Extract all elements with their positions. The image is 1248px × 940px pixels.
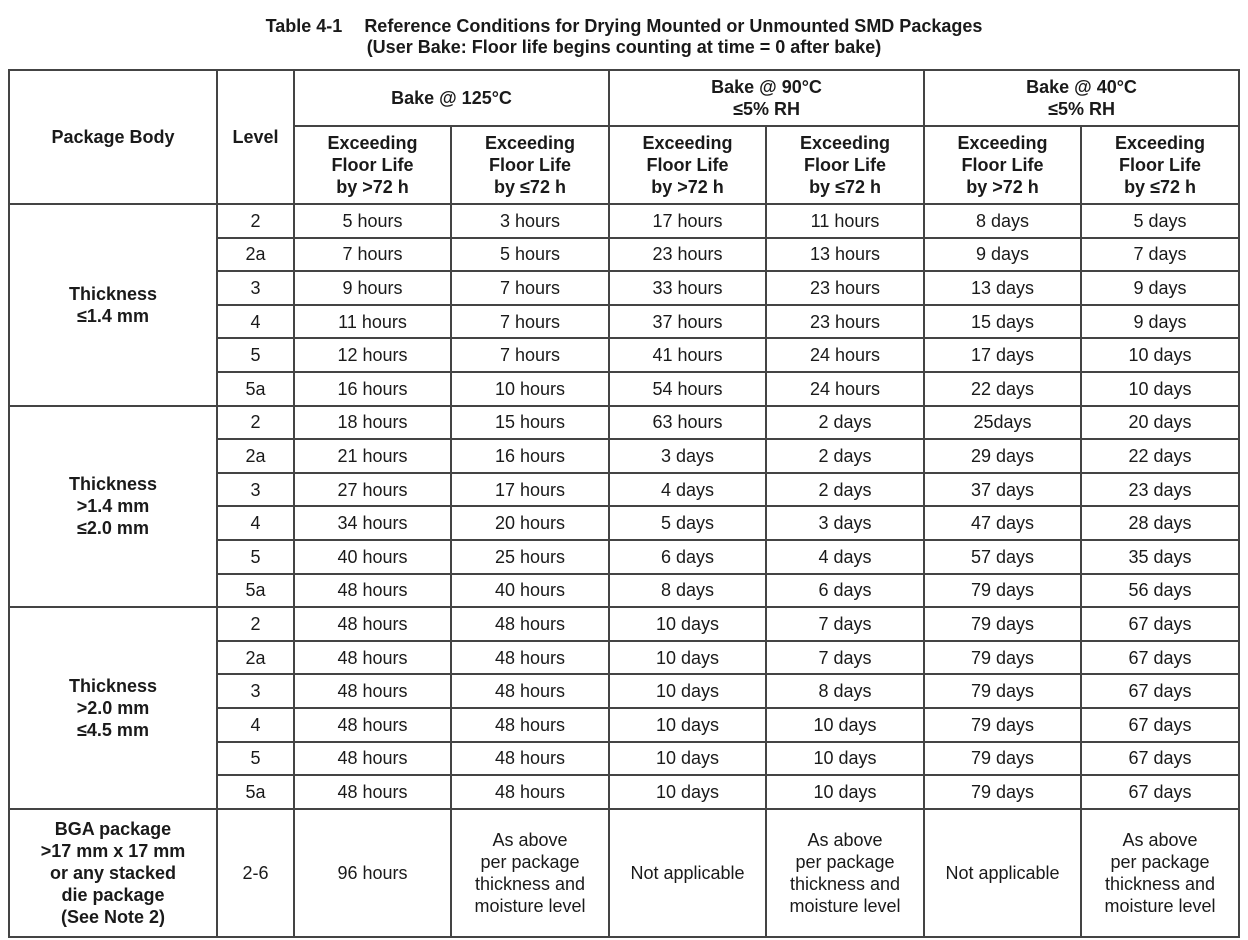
header-bake-90 [609,70,924,126]
level-cell: 2 [217,406,294,440]
bake-time-cell: 54 hours [609,372,766,406]
header-level: Level [217,70,294,204]
bake-time-cell: 67 days [1081,674,1239,708]
bake-time-cell: 79 days [924,742,1081,776]
package-body-line: or any stacked [49,862,177,883]
header-exceeding-under-72h [451,126,609,204]
header-exceeding-over-72h [294,126,451,204]
bake-time-cell: 57 days [924,540,1081,574]
bake-time-cell: 2 days [766,439,924,473]
header-package-body: Package Body [9,70,217,204]
bake-time-cell: 29 days [924,439,1081,473]
package-body-line: ≤4.5 mm [77,719,149,740]
bake-time-cell: 15 hours [451,406,609,440]
bake-time-cell: 56 days [1081,574,1239,608]
bake-time-line: As above [1122,829,1198,850]
header-bake-line1: Bake @ 125°C [391,88,512,108]
bake-time-cell: 10 days [609,674,766,708]
bake-time-cell: 79 days [924,607,1081,641]
level-cell: 5 [217,540,294,574]
level-cell: 4 [217,506,294,540]
bake-time-cell: 21 hours [294,439,451,473]
bake-time-cell: 9 days [924,238,1081,272]
bake-time-cell: 47 days [924,506,1081,540]
header-bake-line1: Bake @ 90°C [711,77,822,97]
bake-time-cell: 22 days [1081,439,1239,473]
bake-time-cell: 5 hours [294,204,451,238]
bake-time-cell: 63 hours [609,406,766,440]
bake-time-cell: 25 hours [451,540,609,574]
table-body [9,204,1239,937]
header-sub-line1: Exceeding [957,133,1048,153]
bake-time-cell: 48 hours [294,775,451,809]
header-bake-line2: ≤5% RH [1048,99,1115,119]
header-bake-line1: Bake @ 40°C [1026,77,1137,97]
bake-time-cell: 10 days [766,708,924,742]
package-body-line: >2.0 mm [76,697,150,718]
header-exceeding-under-72h [1081,126,1239,204]
bake-time-cell: 17 hours [451,473,609,507]
bake-time-cell: 48 hours [451,742,609,776]
bake-time-cell: 79 days [924,708,1081,742]
bake-time-cell: 48 hours [451,641,609,675]
bake-time-cell: 10 days [609,607,766,641]
package-body-line: ≤2.0 mm [77,518,149,539]
bake-time-cell: 7 days [1081,238,1239,272]
bake-time-cell: 79 days [924,674,1081,708]
level-cell: 3 [217,473,294,507]
bake-time-cell [451,809,609,937]
table-subtitle: (User Bake: Floor life begins counting at time = 0 after bake) [366,37,882,57]
table-row [9,607,1239,641]
bake-time-line: thickness and [474,873,586,894]
header-sub-line2: Floor Life [961,155,1044,175]
bake-time-cell: 9 days [1081,271,1239,305]
bake-time-cell: 25days [924,406,1081,440]
bake-time-cell: 7 days [766,641,924,675]
level-cell: 5a [217,372,294,406]
bake-time-line: 96 hours [337,862,408,883]
bake-time-cell: 48 hours [451,775,609,809]
level-cell: 4 [217,305,294,339]
bake-time-cell: 48 hours [294,674,451,708]
bake-time-cell: 27 hours [294,473,451,507]
package-body-line: die package [61,884,165,905]
package-body-line: >17 mm x 17 mm [40,840,186,861]
level-cell: 3 [217,271,294,305]
header-sub-line3: by ≤72 h [494,177,566,197]
bake-time-cell: 48 hours [294,641,451,675]
level-cell: 2a [217,439,294,473]
table-row [9,204,1239,238]
bake-time-cell: 10 days [1081,338,1239,372]
bake-time-cell: 48 hours [294,708,451,742]
level-cell: 2a [217,238,294,272]
bake-time-cell: 67 days [1081,607,1239,641]
bake-time-cell: 23 days [1081,473,1239,507]
package-body-cell [9,204,217,406]
bake-time-cell: 33 hours [609,271,766,305]
bake-time-cell: 28 days [1081,506,1239,540]
header-sub-line2: Floor Life [1119,155,1202,175]
bake-time-cell: 12 hours [294,338,451,372]
bake-time-cell: 8 days [924,204,1081,238]
header-sub-line3: by >72 h [651,177,724,197]
bake-time-cell: 16 hours [294,372,451,406]
bake-time-cell: 7 hours [294,238,451,272]
caption-title-line [0,16,1248,37]
bake-time-cell: 18 hours [294,406,451,440]
bake-time-cell: 2 days [766,473,924,507]
bake-time-cell: 40 hours [294,540,451,574]
bake-time-cell: 10 days [1081,372,1239,406]
package-body-line: Thickness [68,283,158,304]
package-body-line: Thickness [68,474,158,495]
bake-time-cell: 48 hours [451,708,609,742]
package-body-line: Thickness [68,675,158,696]
package-body-cell [9,607,217,809]
level-cell: 3 [217,674,294,708]
bake-time-cell: 7 days [766,607,924,641]
bake-time-cell: 13 days [924,271,1081,305]
bake-time-line: moisture level [474,895,586,916]
bake-time-cell: 24 hours [766,372,924,406]
level-cell: 2-6 [217,809,294,937]
bake-time-cell: 15 days [924,305,1081,339]
bake-time-cell: 35 days [1081,540,1239,574]
bake-time-cell: 11 hours [766,204,924,238]
header-sub-line2: Floor Life [489,155,571,175]
bake-time-cell: 67 days [1081,775,1239,809]
bake-time-cell: 67 days [1081,708,1239,742]
bake-time-cell: 7 hours [451,271,609,305]
bake-time-cell: 6 days [609,540,766,574]
package-body-line: ≤1.4 mm [77,305,149,326]
bake-time-line: thickness and [1104,873,1216,894]
bake-time-line: Not applicable [630,862,745,883]
package-body-cell [9,809,217,937]
header-sub-line1: Exceeding [799,133,891,153]
bake-time-line: per package [795,851,895,872]
bake-time-cell: 23 hours [766,271,924,305]
bake-time-cell: 5 days [609,506,766,540]
level-cell: 5 [217,338,294,372]
table-title: Reference Conditions for Drying Mounted or Unmounted SMD Packages [364,16,983,36]
level-cell: 2a [217,641,294,675]
table-row [9,406,1239,440]
bake-time-cell: 7 hours [451,338,609,372]
package-body-line: (See Note 2) [60,906,166,927]
table-number: Table 4-1 [265,16,343,36]
bake-time-line: moisture level [789,895,901,916]
bake-time-cell [1081,809,1239,937]
bake-time-cell: 4 days [609,473,766,507]
header-bake-line2: ≤5% RH [733,99,800,119]
header-row-groups [9,70,1239,126]
bake-time-cell: 5 days [1081,204,1239,238]
header-exceeding-over-72h [609,126,766,204]
bake-time-cell: 79 days [924,641,1081,675]
bake-time-cell: 7 hours [451,305,609,339]
bake-time-cell: 40 hours [451,574,609,608]
header-bake-125 [294,70,609,126]
bake-time-cell: 67 days [1081,641,1239,675]
bake-time-cell: 3 hours [451,204,609,238]
bake-time-cell: 10 hours [451,372,609,406]
bake-time-cell: 22 days [924,372,1081,406]
header-sub-line1: Exceeding [1114,133,1206,153]
bake-time-line: per package [1110,851,1210,872]
bake-time-cell: 8 days [609,574,766,608]
bake-time-line: thickness and [789,873,901,894]
header-sub-line3: by ≤72 h [809,177,881,197]
bake-time-cell: 23 hours [609,238,766,272]
bake-time-cell: 4 days [766,540,924,574]
bake-time-cell: 17 hours [609,204,766,238]
bake-time-cell [294,809,451,937]
header-sub-line2: Floor Life [646,155,729,175]
bake-time-cell: 3 days [766,506,924,540]
bake-conditions-table [8,69,1240,938]
bake-time-cell: 48 hours [294,574,451,608]
bake-time-cell: 23 hours [766,305,924,339]
bake-time-cell: 16 hours [451,439,609,473]
bake-time-cell: 48 hours [294,607,451,641]
header-sub-line1: Exceeding [327,133,418,153]
bake-time-line: moisture level [1104,895,1216,916]
bake-time-cell: 10 days [766,775,924,809]
bake-time-cell: 48 hours [451,607,609,641]
bake-time-line: As above [492,829,568,850]
header-sub-line2: Floor Life [804,155,887,175]
level-cell: 4 [217,708,294,742]
header-sub-line2: Floor Life [331,155,414,175]
bake-time-line: As above [807,829,883,850]
header-exceeding-under-72h [766,126,924,204]
bake-time-cell: 41 hours [609,338,766,372]
bake-time-cell: 10 days [609,641,766,675]
bake-time-cell [609,809,766,937]
bake-time-cell: 10 days [609,742,766,776]
header-sub-line1: Exceeding [484,133,576,153]
bake-time-cell: 24 hours [766,338,924,372]
bake-time-cell: 6 days [766,574,924,608]
bake-time-cell: 13 hours [766,238,924,272]
bake-time-cell: 2 days [766,406,924,440]
level-cell: 5a [217,775,294,809]
bake-time-cell: 10 days [766,742,924,776]
package-body-line: >1.4 mm [76,496,150,517]
bake-time-cell: 67 days [1081,742,1239,776]
header-exceeding-over-72h [924,126,1081,204]
bake-time-cell: 79 days [924,574,1081,608]
bake-time-cell: 48 hours [294,742,451,776]
level-cell: 5a [217,574,294,608]
bake-time-line: per package [480,851,580,872]
package-body-cell [9,406,217,608]
header-sub-line1: Exceeding [642,133,733,153]
bake-time-cell [924,809,1081,937]
bake-time-cell: 79 days [924,775,1081,809]
package-body-line: BGA package [54,818,172,839]
bake-time-cell: 9 hours [294,271,451,305]
bake-time-line: Not applicable [945,862,1060,883]
bake-time-cell: 8 days [766,674,924,708]
table-caption [0,16,1248,58]
bake-time-cell: 5 hours [451,238,609,272]
bake-time-cell: 34 hours [294,506,451,540]
bake-time-cell: 3 days [609,439,766,473]
header-sub-line3: by >72 h [966,177,1039,197]
bake-time-cell: 20 hours [451,506,609,540]
bake-time-cell: 17 days [924,338,1081,372]
bake-time-cell [766,809,924,937]
bake-time-cell: 20 days [1081,406,1239,440]
level-cell: 2 [217,607,294,641]
table-row-bga [9,809,1239,937]
bake-time-cell: 48 hours [451,674,609,708]
header-bake-40 [924,70,1239,126]
header-sub-line3: by >72 h [336,177,409,197]
level-cell: 5 [217,742,294,776]
bake-time-cell: 11 hours [294,305,451,339]
bake-time-cell: 10 days [609,708,766,742]
bake-time-cell: 37 days [924,473,1081,507]
bake-time-cell: 10 days [609,775,766,809]
bake-time-cell: 9 days [1081,305,1239,339]
level-cell: 2 [217,204,294,238]
header-sub-line3: by ≤72 h [1124,177,1196,197]
bake-time-cell: 37 hours [609,305,766,339]
